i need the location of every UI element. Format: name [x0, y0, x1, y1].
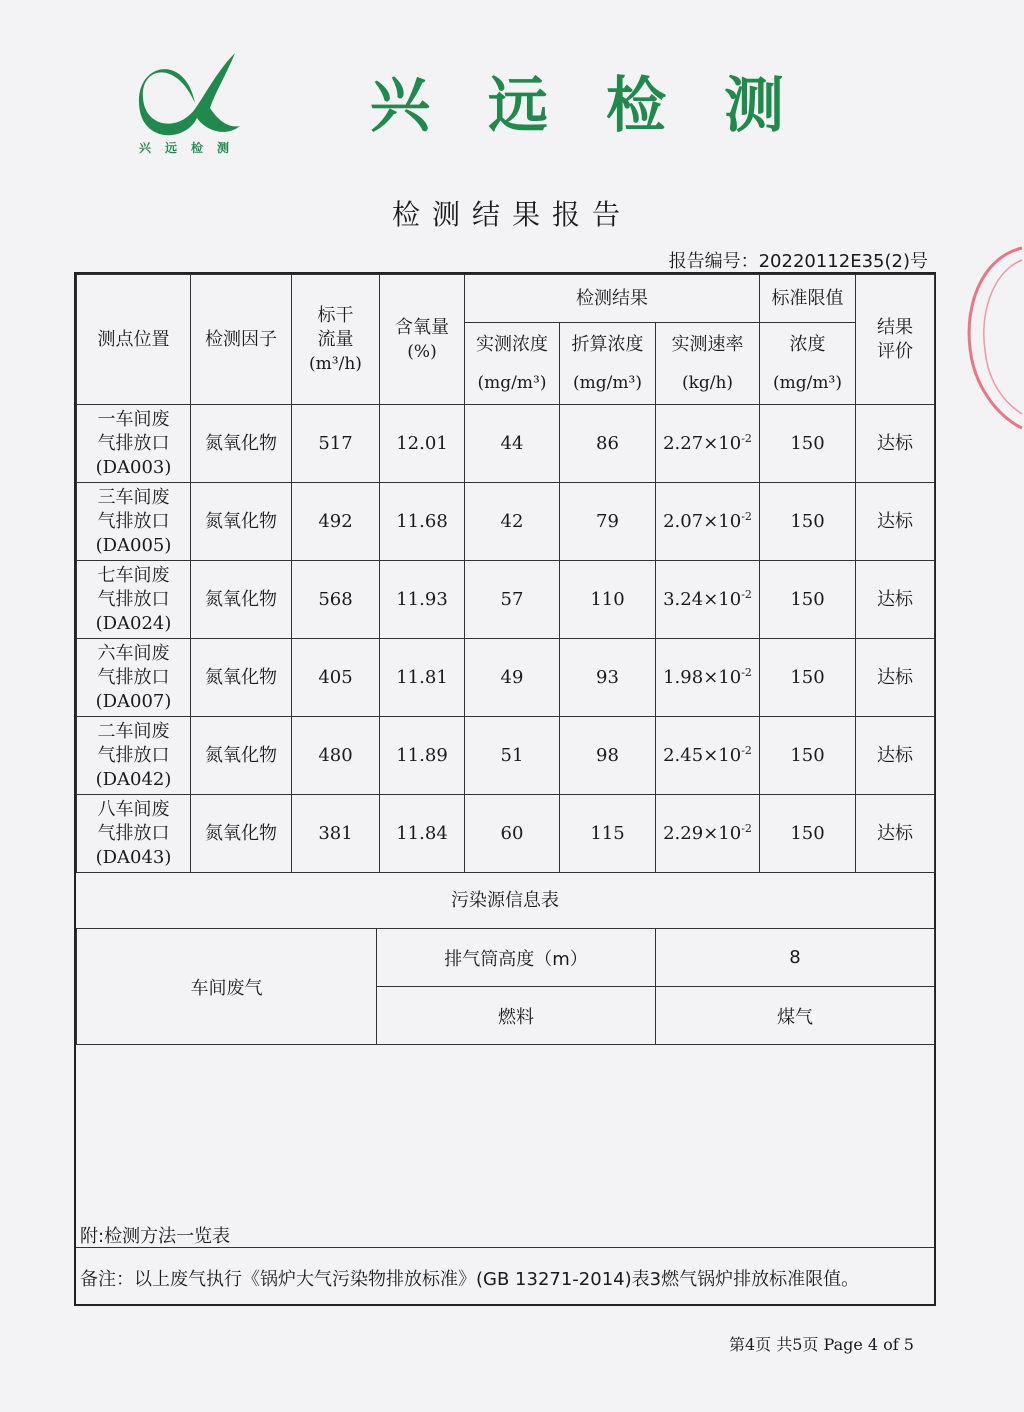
row-limit: 150	[760, 795, 856, 873]
row-converted: 115	[560, 795, 656, 873]
row-eval: 达标	[856, 639, 935, 717]
row-flow: 381	[292, 795, 380, 873]
info-table-title: 污染源信息表	[76, 872, 934, 929]
header-rate: 实测速率 (kg/h)	[656, 323, 760, 405]
header-converted-conc: 折算浓度 (mg/m³)	[560, 323, 656, 405]
row-location: 一车间废 气排放口 (DA003)	[77, 405, 191, 483]
row-eval: 达标	[856, 795, 935, 873]
row-measured: 44	[465, 405, 560, 483]
row-limit: 150	[760, 561, 856, 639]
table-row	[77, 561, 935, 639]
row-measured: 57	[465, 561, 560, 639]
header-oxygen: 含氧量 (%)	[380, 275, 465, 405]
info-table	[76, 928, 935, 1045]
report-number: 报告编号：20220112E35(2)号	[668, 251, 928, 272]
row-converted: 93	[560, 639, 656, 717]
row-oxygen: 11.81	[380, 639, 465, 717]
row-measured: 60	[465, 795, 560, 873]
brand-name: 兴远检测	[370, 71, 842, 141]
row-location: 八车间废 气排放口 (DA043)	[77, 795, 191, 873]
seal-stamp-icon	[960, 238, 1024, 438]
row-factor: 氮氧化物	[191, 561, 292, 639]
header-location: 测点位置	[77, 275, 191, 405]
note-divider	[76, 1247, 934, 1248]
row-factor: 氮氧化物	[191, 405, 292, 483]
row-flow: 405	[292, 639, 380, 717]
row-oxygen: 12.01	[380, 405, 465, 483]
info-height-value: 8	[656, 929, 935, 987]
row-rate: $2.07\times 10^{-2}$	[656, 483, 760, 561]
row-rate: $2.45\times 10^{-2}$	[656, 717, 760, 795]
row-converted: 98	[560, 717, 656, 795]
row-flow: 568	[292, 561, 380, 639]
row-location: 七车间废 气排放口 (DA024)	[77, 561, 191, 639]
remark-note: 备注：以上废气执行《锅炉大气污染物排放标准》(GB 13271-2014)表3燃气锅炉排放标准限值。	[80, 1269, 860, 1290]
row-factor: 氮氧化物	[191, 717, 292, 795]
header-results: 检测结果	[465, 275, 760, 323]
row-converted: 86	[560, 405, 656, 483]
row-limit: 150	[760, 405, 856, 483]
row-oxygen: 11.84	[380, 795, 465, 873]
info-height-label: 排气筒高度（m）	[377, 929, 656, 987]
table-row	[77, 483, 935, 561]
row-factor: 氮氧化物	[191, 483, 292, 561]
page-title: 检测结果报告	[391, 198, 632, 231]
row-factor: 氮氧化物	[191, 639, 292, 717]
header-measured-conc: 实测浓度 (mg/m³)	[465, 323, 560, 405]
row-converted: 110	[560, 561, 656, 639]
info-source: 车间废气	[77, 929, 377, 1045]
row-limit: 150	[760, 717, 856, 795]
header-standard: 标准限值	[760, 275, 856, 323]
row-limit: 150	[760, 483, 856, 561]
row-eval: 达标	[856, 483, 935, 561]
table-row	[77, 717, 935, 795]
row-eval: 达标	[856, 561, 935, 639]
row-location: 六车间废 气排放口 (DA007)	[77, 639, 191, 717]
table-row	[77, 405, 935, 483]
row-converted: 79	[560, 483, 656, 561]
row-measured: 42	[465, 483, 560, 561]
appendix-label: 附:检测方法一览表	[80, 1226, 231, 1247]
row-flow: 517	[292, 405, 380, 483]
row-rate: $2.27\times 10^{-2}$	[656, 405, 760, 483]
row-eval: 达标	[856, 717, 935, 795]
row-oxygen: 11.68	[380, 483, 465, 561]
table-row	[77, 639, 935, 717]
row-measured: 49	[465, 639, 560, 717]
row-location: 三车间废 气排放口 (DA005)	[77, 483, 191, 561]
header-evaluation: 结果 评价	[856, 275, 935, 405]
row-oxygen: 11.89	[380, 717, 465, 795]
row-limit: 150	[760, 639, 856, 717]
row-flow: 480	[292, 717, 380, 795]
logo-caption: 兴远检测	[139, 141, 244, 155]
row-rate: $1.98\times 10^{-2}$	[656, 639, 760, 717]
header-flow: 标干 流量 (m³/h)	[292, 275, 380, 405]
info-fuel-value: 煤气	[656, 987, 935, 1045]
row-factor: 氮氧化物	[191, 795, 292, 873]
row-rate: $2.29\times 10^{-2}$	[656, 795, 760, 873]
row-rate: $3.24\times 10^{-2}$	[656, 561, 760, 639]
header-limit-conc: 浓度 (mg/m³)	[760, 323, 856, 405]
row-measured: 51	[465, 717, 560, 795]
info-fuel-label: 燃料	[377, 987, 656, 1045]
header-factor: 检测因子	[191, 275, 292, 405]
page-number: 第4页 共5页 Page 4 of 5	[728, 1335, 914, 1354]
table-row	[77, 795, 935, 873]
results-table	[76, 274, 935, 873]
row-eval: 达标	[856, 405, 935, 483]
row-oxygen: 11.93	[380, 561, 465, 639]
row-flow: 492	[292, 483, 380, 561]
row-location: 二车间废 气排放口 (DA042)	[77, 717, 191, 795]
